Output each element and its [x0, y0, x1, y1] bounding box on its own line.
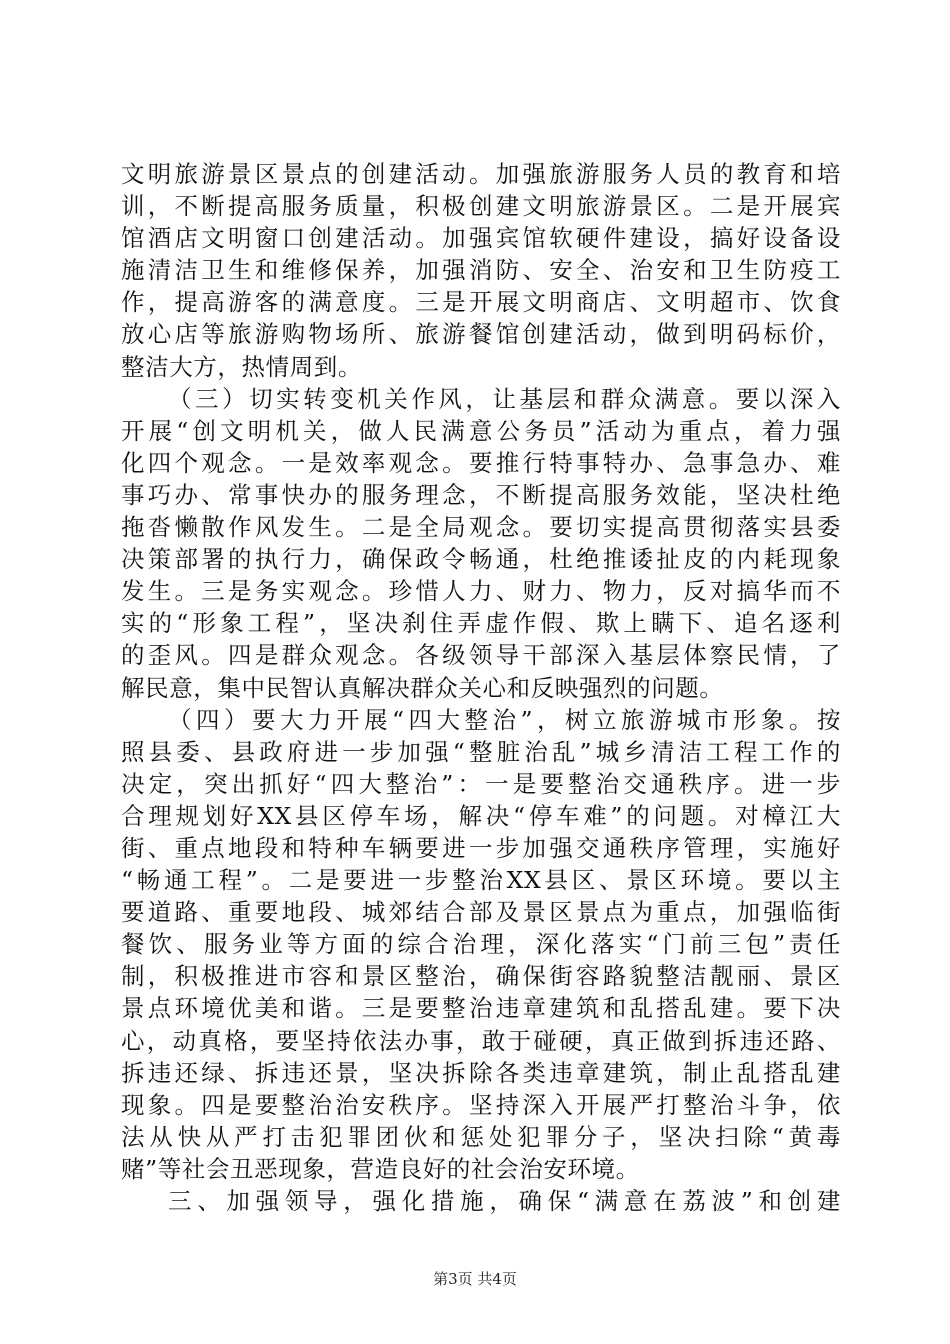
text-line: 照县委、县政府进一步加强“整脏治乱”城乡清洁工程工作的	[121, 737, 841, 766]
text-line: 化四个观念。一是效率观念。要推行特事特办、急事急办、难	[121, 448, 841, 477]
text-line: 实的“形象工程”，坚决刹住弄虚作假、欺上瞒下、追名逐利	[121, 609, 841, 638]
text-line: 事巧办、常事快办的服务理念，不断提高服务效能，坚决杜绝	[121, 480, 841, 509]
text-line: 餐饮、服务业等方面的综合治理，深化落实“门前三包”责任	[121, 930, 841, 959]
text-line: 现象。四是要整治治安秩序。坚持深入开展严打整治斗争，依	[121, 1090, 841, 1119]
text-line: 要道路、重要地段、城郊结合部及景区景点为重点，加强临街	[121, 898, 841, 927]
text-line: 街、重点地段和特种车辆要进一步加强交通秩序管理，实施好	[121, 833, 841, 862]
text-line: 制，积极推进市容和景区整治，确保街容路貌整洁靓丽、景区	[121, 962, 841, 991]
text-line: （四）要大力开展“四大整治”，树立旅游城市形象。按	[168, 705, 841, 734]
text-line: 拖沓懒散作风发生。二是全局观念。要切实提高贯彻落实县委	[121, 513, 841, 542]
document-body	[121, 158, 841, 1217]
text-line: 合理规划好XX县区停车场，解决“停车难”的问题。对樟江大	[121, 801, 841, 830]
text-line: 决定，突出抓好“四大整治”：一是要整治交通秩序。进一步	[121, 769, 841, 798]
text-line: 景点环境优美和谐。三是要整治违章建筑和乱搭乱建。要下决	[121, 994, 841, 1023]
text-line: 发生。三是务实观念。珍惜人力、财力、物力，反对搞华而不	[121, 577, 841, 606]
text-line: 馆酒店文明窗口创建活动。加强宾馆软硬件建设，搞好设备设	[121, 224, 841, 253]
text-line: 心，动真格，要坚持依法办事，敢于碰硬，真正做到拆违还路、	[121, 1026, 841, 1055]
text-line: 拆违还绿、拆违还景，坚决拆除各类违章建筑，制止乱搭乱建	[121, 1058, 841, 1087]
text-line: 放心店等旅游购物场所、旅游餐馆创建活动，做到明码标价，	[121, 320, 841, 349]
text-line: 赌”等社会丑恶现象，营造良好的社会治安环境。	[121, 1154, 640, 1183]
text-line: 施清洁卫生和维修保养，加强消防、安全、治安和卫生防疫工	[121, 256, 841, 285]
text-line: 三、加强领导，强化措施，确保“满意在荔波”和创建	[168, 1187, 841, 1215]
page-footer: 第3页 共4页	[433, 1270, 517, 1288]
text-line: （三）切实转变机关作风，让基层和群众满意。要以深入	[168, 384, 841, 413]
text-line: 作，提高游客的满意度。三是开展文明商店、文明超市、饮食	[121, 288, 841, 317]
text-line: 训，不断提高服务质量，积极创建文明旅游景区。二是开展宾	[121, 192, 841, 221]
text-line: 决策部署的执行力，确保政令畅通，杜绝推诿扯皮的内耗现象	[121, 545, 841, 574]
text-line: 文明旅游景区景点的创建活动。加强旅游服务人员的教育和培	[121, 160, 841, 188]
text-line: “畅通工程”。二是要进一步整治XX县区、景区环境。要以主	[121, 866, 841, 895]
text-line: 开展“创文明机关，做人民满意公务员”活动为重点，着力强	[121, 416, 841, 445]
text-line: 整洁大方，热情周到。	[121, 352, 362, 381]
text-line: 法从快从严打击犯罪团伙和惩处犯罪分子，坚决扫除“黄毒	[121, 1122, 841, 1151]
text-line: 解民意，集中民智认真解决群众关心和反映强烈的问题。	[121, 673, 724, 702]
text-line: 的歪风。四是群众观念。各级领导干部深入基层体察民情，了	[121, 641, 841, 670]
